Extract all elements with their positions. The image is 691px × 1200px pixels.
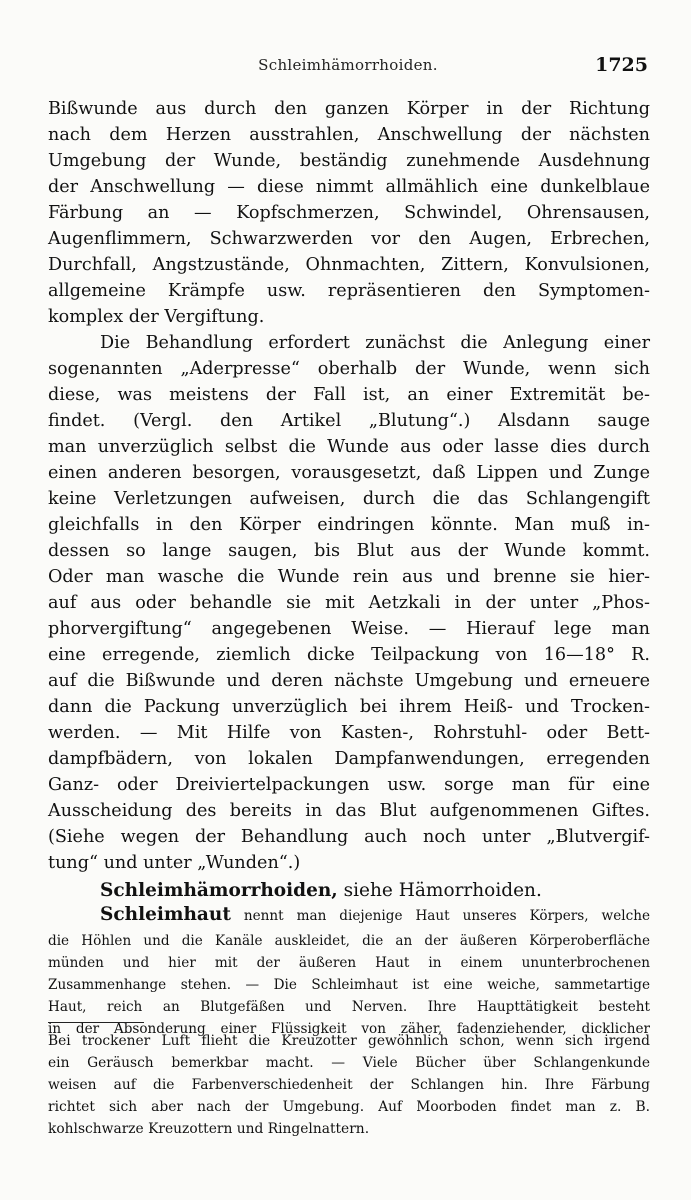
text-line: Haut, reich an Blutgefäßen und Nerven. Ihre Haupttätigkeit besteht [48, 999, 650, 1015]
running-head: Schleimhämorrhoiden. [258, 56, 438, 74]
text-line: Oder man wasche die Wunde rein aus und brenne sie hier- [48, 567, 650, 587]
text-line: Färbung an — Kopfschmerzen, Schwindel, Ohrensausen, [48, 203, 650, 223]
text-line: Zusammenhange stehen. — Die Schleimhaut ist eine weiche, sammetartige [48, 977, 650, 993]
text-line: Bißwunde aus durch den ganzen Körper in der Richtung [48, 99, 650, 119]
text-line: münden und hier mit der äußeren Haut in einem ununterbrochenen [48, 955, 650, 971]
entry-keyword: Schleimhämorrhoiden, [100, 880, 338, 901]
text-line: auf aus oder behandle sie mit Aetzkali in der unter „Phos- [48, 593, 650, 613]
dictionary-entry-schleimhaemorrhoiden [48, 878, 650, 904]
entry-text: siehe Hämorrhoiden. [337, 880, 542, 901]
text-line: Durchfall, Angstzustände, Ohnmachten, Zittern, Konvulsionen, [48, 255, 650, 275]
text-line: eine erregende, ziemlich dicke Teilpackung von 16—18° R. [48, 645, 650, 665]
entry-keyword: Schleimhaut [100, 904, 231, 925]
text-line: werden. — Mit Hilfe von Kasten-, Rohrstuhl- oder Bett- [48, 723, 650, 743]
page-number: 1725 [595, 54, 648, 76]
footnote-line: ein Geräusch bemerkbar macht. — Viele Bücher über Schlangenkunde [48, 1055, 650, 1071]
text-line: phorvergiftung“ angegebenen Weise. — Hierauf lege man [48, 619, 650, 639]
page-header [48, 56, 648, 82]
text-line: Augenflimmern, Schwarzwerden vor den Augen, Erbrechen, [48, 229, 650, 249]
text-line: der Anschwellung — diese nimmt allmählich eine dunkelblaue [48, 177, 650, 197]
text-line: (Siehe wegen der Behandlung auch noch unter „Blutvergif- [48, 827, 650, 847]
footnote-line: weisen auf die Farbenverschiedenheit der Schlangen hin. Ihre Färbung [48, 1077, 650, 1093]
footnote-line: richtet sich aber nach der Umgebung. Auf Moorboden findet man z. B. [48, 1099, 650, 1115]
paragraph-start: Die Behandlung erfordert zunächst die Anlegung einer [100, 333, 650, 353]
text-line: sogenannten „Aderpresse“ oberhalb der Wunde, wenn sich [48, 359, 650, 379]
text-line: tung“ und unter „Wunden“.) [48, 853, 301, 873]
footnote-line: kohlschwarze Kreuzottern und Ringelnattern. [48, 1121, 370, 1137]
text-line: Ganz- oder Dreiviertelpackungen usw. sorge man für eine [48, 775, 650, 795]
text-line: Umgebung der Wunde, beständig zunehmende Ausdehnung [48, 151, 650, 171]
text-line: dessen so lange saugen, bis Blut aus der Wunde kommt. [48, 541, 650, 561]
text-line: diese, was meistens der Fall ist, an einer Extremität be- [48, 385, 650, 405]
text-line: gleichfalls in den Körper eindringen könnte. Man muß in- [48, 515, 650, 535]
text-line: findet. (Vergl. den Artikel „Blutung“.) Alsdann sauge [48, 411, 650, 431]
footnote-line: Bei trockener Luft flieht die Kreuzotter gewöhnlich schon, wenn sich irgend [48, 1033, 650, 1049]
text-line: man unverzüglich selbst die Wunde aus oder lasse dies durch [48, 437, 650, 457]
text-line: die Höhlen und die Kanäle auskleidet, die an der äußeren Körperoberfläche [48, 933, 650, 949]
text-line: in der Absonderung einer Flüssigkeit von zäher, fadenziehender, dicklicher [48, 1021, 650, 1037]
footnote-divider [48, 1022, 144, 1023]
text-line: allgemeine Krämpfe usw. repräsentieren den Symptomen- [48, 281, 650, 301]
text-line: einen anderen besorgen, vorausgesetzt, daß Lippen und Zunge [48, 463, 650, 483]
text-line: keine Verletzungen aufweisen, durch die das Schlangengift [48, 489, 650, 509]
text-line: komplex der Vergiftung. [48, 307, 265, 327]
text-line: nach dem Herzen ausstrahlen, Anschwellung der nächsten [48, 125, 650, 145]
text-line: dann die Packung unverzüglich bei ihrem Heiß- und Trocken- [48, 697, 650, 717]
entry-first-line [48, 904, 650, 926]
text-line: auf die Bißwunde und deren nächste Umgebung und erneuere [48, 671, 650, 691]
text-line: Ausscheidung des bereits in das Blut aufgenommenen Giftes. [48, 801, 650, 821]
text-line: dampfbädern, von lokalen Dampfanwendungen, erregenden [48, 749, 650, 769]
entry-text: nennt man diejenige Haut unseres Körpers, welche [230, 908, 650, 924]
